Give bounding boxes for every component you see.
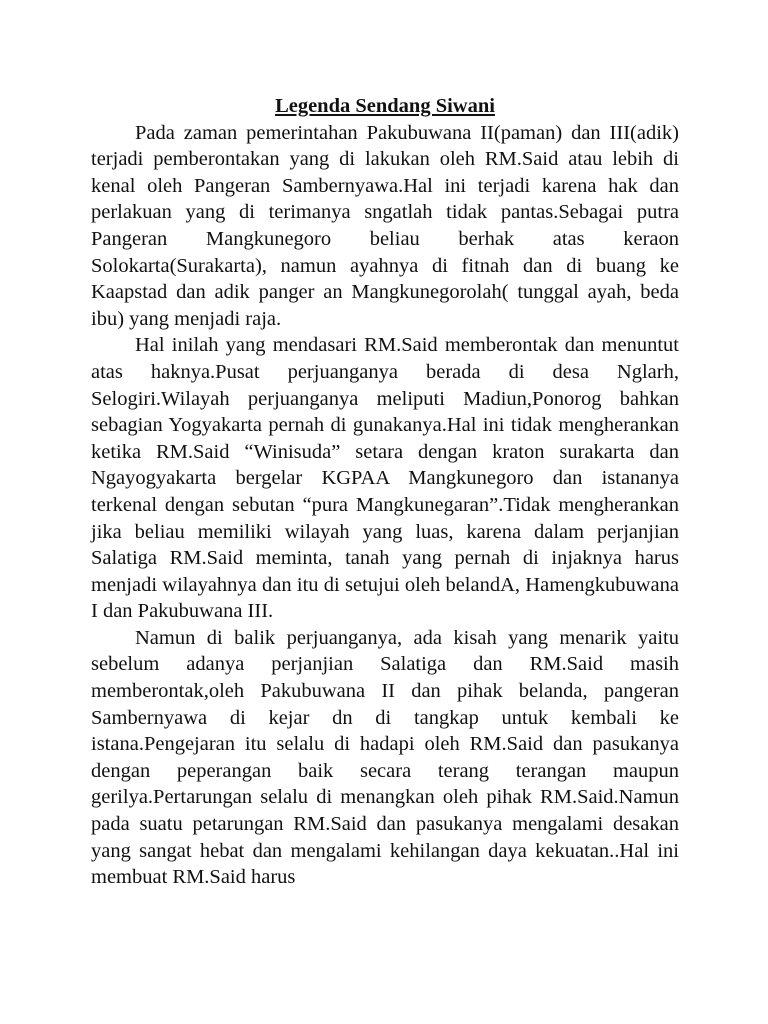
paragraph: Namun di balik perjuanganya, ada kisah yang menarik yaitu sebelum adanya perjanjian Salatiga dan RM.Said masih memberontak,oleh Pakubuwana II dan pihak belanda, pangeran Sambernyawa di kejar dn di tangkap untuk kembali ke istana.Pengejaran itu selalu di hadapi oleh RM.Said dan pasukanya dengan peperangan baik secara terang terangan maupun gerilya.Pertarungan selalu di menangkan oleh pihak RM.Said.Namun pada suatu petarungan RM.Said dan pasukanya mengalami desakan yang sangat hebat dan mengalami kehilangan daya kekuatan..Hal ini membuat RM.Said harus — [91, 626, 679, 889]
document-body — [91, 93, 679, 891]
paragraph: Pada zaman pemerintahan Pakubuwana II(paman) dan III(adik) terjadi pemberontakan yang di lakukan oleh RM.Said atau lebih di kenal oleh Pangeran Sambernyawa.Hal ini terjadi karena hak dan perlakuan yang di terimanya sngatlah tidak pantas.Sebagai putra Pangeran Mangkunegoro beliau berhak atas keraon Solokarta(Surakarta), namun ayahnya di fitnah dan di buang ke Kaapstad dan adik panger an Mangkunegorolah( tunggal ayah, beda ibu) yang menjadi raja. — [91, 121, 679, 330]
paragraph: Hal inilah yang mendasari RM.Said memberontak dan menuntut atas haknya.Pusat perjuanganya berada di desa Nglarh, Selogiri.Wilayah perjuanganya meliputi Madiun,Ponorog bahkan sebagian Yogyakarta pernah di gunakanya.Hal ini tidak mengherankan ketika RM.Said “Winisuda” setara dengan kraton surakarta dan Ngayogyakarta bergelar KGPAA Mangkunegoro dan istananya terkenal dengan sebutan “pura Mangkunegaran”.Tidak mengherankan jika beliau memiliki wilayah yang luas, karena dalam perjanjian Salatiga RM.Said meminta, tanah yang pernah di injaknya harus menjadi wilayahnya dan itu di setujui oleh belandA, Hamengkubuwana I dan Pakubuwana III. — [91, 334, 679, 623]
document-title: Legenda Sendang Siwani — [275, 95, 495, 117]
